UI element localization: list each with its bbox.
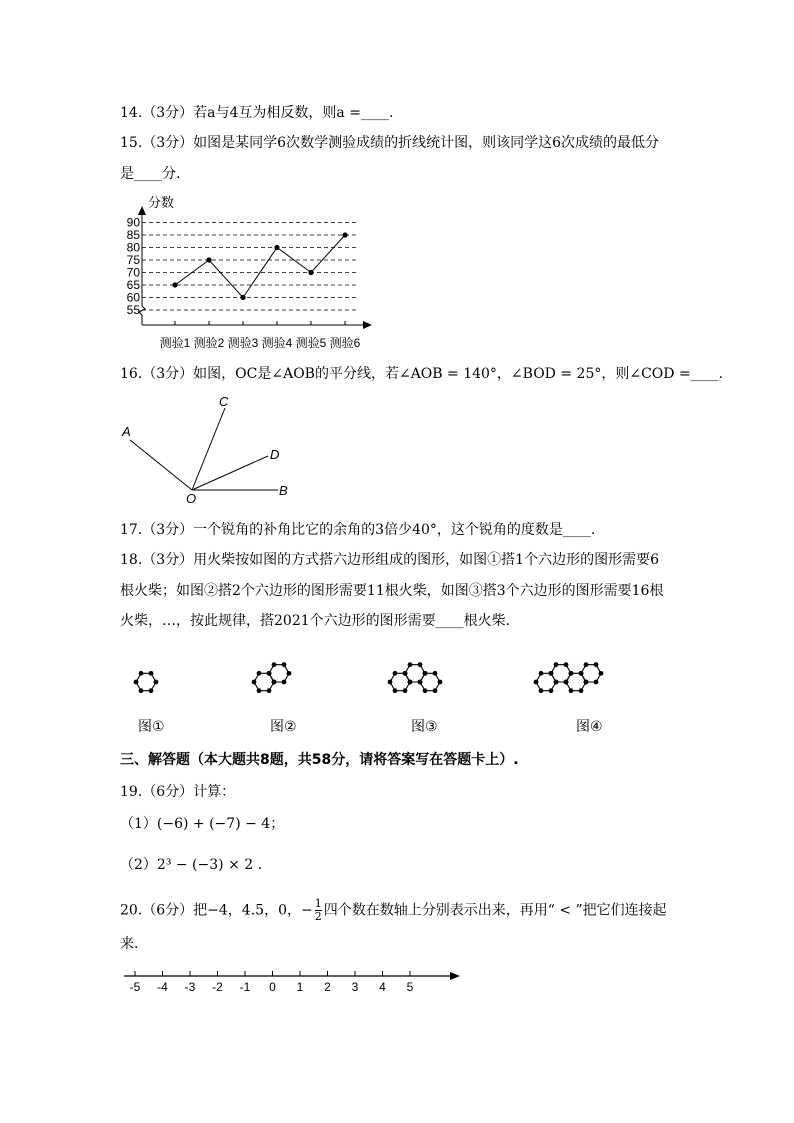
match-joint-fig4-2-3: [549, 671, 554, 676]
caption-fig2: 图②: [270, 719, 297, 735]
match-joint-fig4-2-2: [554, 680, 559, 685]
y-tick-label-60: 60: [126, 290, 140, 305]
score-series-line: [175, 235, 345, 298]
match-joint-fig2-2-4: [272, 662, 277, 667]
label-o: O: [186, 491, 197, 505]
y-axis-label: 分数: [148, 195, 175, 210]
question-20-line2: 来.: [120, 936, 139, 952]
score-point-5: [308, 270, 313, 275]
x-tick-label-6: 测验6: [329, 336, 361, 350]
question-14: 14.（3分）若a与4互为相反数，则a =____.: [120, 105, 394, 121]
y-tick-label-70: 70: [126, 265, 140, 280]
section-heading: 三、解答题（本大题共8题，共58分，请将答案写在答题卡上）.: [120, 752, 519, 768]
caption-fig4: 图④: [576, 719, 603, 735]
score-point-6: [342, 232, 347, 237]
hexagon-figures: [110, 640, 670, 710]
match-joint-fig1-1-0: [154, 680, 159, 685]
match-joint-fig4-3-3: [564, 680, 569, 685]
match-joint-fig3-2-5: [418, 662, 423, 667]
match-joint-fig2-1-2: [257, 688, 262, 693]
number-line-label-8: 3: [351, 980, 359, 994]
question-17: 17.（3分）一个锐角的补角比它的余角的3倍少40°，这个锐角的度数是____.: [120, 522, 596, 538]
match-joint-fig2-2-1: [282, 680, 287, 685]
match-joint-fig3-1-2: [393, 688, 398, 693]
match-joint-fig2-1-3: [252, 680, 257, 685]
match-joint-fig4-4-4: [584, 662, 589, 667]
match-joint-fig3-3-0: [438, 680, 443, 685]
label-a: A: [122, 424, 131, 439]
match-joint-fig2-1-1: [267, 688, 272, 693]
y-tick-label-55: 55: [126, 303, 140, 317]
match-joint-fig4-1-2: [539, 688, 544, 693]
score-point-2: [206, 257, 211, 262]
match-joint-fig1-1-2: [139, 688, 144, 693]
y-tick-label-75: 75: [126, 253, 140, 267]
question-18-line1: 18.（3分）用火柴按如图的方式搭六边形组成的图形，如图①搭1个六边形的图形需要6: [120, 552, 659, 568]
y-tick-label-90: 90: [126, 215, 140, 230]
number-line-arrow: [450, 972, 460, 980]
caption-fig1: 图①: [138, 719, 165, 735]
hexagon-fig1-1: [136, 673, 156, 690]
match-joint-fig4-4-2: [584, 680, 589, 685]
number-line-label-9: 4: [379, 980, 386, 994]
match-joint-fig3-2-4: [408, 662, 413, 667]
number-line-label-1: -4: [157, 980, 168, 994]
hexagon-fig4-4: [581, 665, 601, 682]
match-joint-fig1-1-5: [149, 671, 154, 676]
match-joint-fig2-1-4: [257, 671, 262, 676]
label-d: D: [270, 447, 280, 462]
match-joint-fig4-1-3: [534, 680, 539, 685]
match-joint-fig4-4-5: [594, 662, 599, 667]
match-joint-fig2-2-2: [272, 680, 277, 685]
hexagon-fig3-3: [420, 673, 440, 690]
match-joint-fig3-1-3: [388, 680, 393, 685]
number-line-label-2: -3: [184, 980, 196, 994]
question-19-part2: （2）2³ − (−3) × 2 .: [120, 857, 263, 873]
match-joint-fig4-3-4: [569, 671, 574, 676]
match-joint-fig3-3-1: [433, 688, 438, 693]
match-joint-fig4-4-3: [579, 671, 584, 676]
question-16: 16.（3分）如图，OC是∠AOB的平分线，若∠AOB = 140°，∠BOD = 25°，则∠COD =____.: [120, 366, 724, 382]
question-19-title: 19.（6分）计算：: [120, 784, 236, 800]
match-joint-fig3-1-4: [393, 671, 398, 676]
x-tick-label-3: 测验3: [227, 336, 259, 350]
match-joint-fig3-3-2: [423, 688, 428, 693]
match-joint-fig3-3-4: [423, 671, 428, 676]
hexagon-fig2-2: [269, 665, 289, 682]
match-joint-fig2-2-0: [287, 671, 292, 676]
question-18-line3: 火柴，…，按此规律，搭2021个六边形的图形需要____根火柴.: [120, 613, 511, 629]
x-tick-label-1: 测验1: [159, 336, 191, 350]
y-axis-arrow: [138, 206, 146, 215]
match-joint-fig4-4-0: [599, 671, 604, 676]
match-joint-fig4-1-4: [539, 671, 544, 676]
x-tick-label-4: 测验4: [261, 336, 293, 350]
match-joint-fig4-2-5: [564, 662, 569, 667]
number-line: [120, 965, 465, 995]
match-joint-fig4-3-1: [579, 688, 584, 693]
label-c: C: [219, 394, 229, 409]
number-line-label-0: -5: [129, 980, 141, 994]
question-18-line2: 根火柴；如图②搭2个六边形的图形需要11根火柴，如图③搭3个六边形的图形需要16根: [120, 583, 664, 599]
score-point-3: [240, 295, 245, 300]
number-line-label-4: -1: [239, 980, 251, 994]
angle-figure: [120, 390, 300, 505]
match-joint-fig4-4-1: [594, 680, 599, 685]
match-joint-fig4-3-2: [569, 688, 574, 693]
caption-fig3: 图③: [411, 719, 438, 735]
number-line-label-5: 0: [269, 980, 276, 994]
match-joint-fig3-2-3: [403, 671, 408, 676]
question-20-line1: 20.（6分）把−4，4.5，0，− $\frac{1}{2}$ 四个数在数轴上分别表示出来，再用“ < ”把它们连接起: [120, 897, 667, 923]
question-15-line2: 是____分.: [120, 166, 181, 182]
match-joint-fig1-1-3: [134, 680, 139, 685]
x-tick-label-2: 测验2: [193, 336, 225, 350]
fraction-one-half: $\frac{1}{2}$: [314, 897, 322, 923]
match-joint-fig2-2-3: [267, 671, 272, 676]
score-line-chart: [120, 192, 380, 352]
match-joint-fig3-1-1: [403, 688, 408, 693]
number-line-label-7: 2: [324, 980, 331, 994]
match-joint-fig3-3-3: [418, 680, 423, 685]
x-axis-arrow: [363, 321, 372, 329]
match-joint-fig1-1-1: [149, 688, 154, 693]
label-b: B: [279, 483, 288, 498]
score-point-4: [274, 245, 279, 250]
match-joint-fig1-1-4: [139, 671, 144, 676]
score-point-1: [172, 282, 177, 287]
match-joint-fig4-2-4: [554, 662, 559, 667]
y-tick-label-80: 80: [126, 240, 140, 255]
question-19-part1: （1）(−6) + (−7) − 4；: [120, 816, 285, 832]
match-joint-fig3-3-5: [433, 671, 438, 676]
y-tick-label-65: 65: [126, 278, 140, 292]
number-line-label-10: 5: [406, 980, 414, 994]
y-tick-label-85: 85: [126, 228, 140, 242]
match-joint-fig4-1-1: [549, 688, 554, 693]
number-line-label-3: -2: [212, 980, 223, 994]
match-joint-fig3-2-2: [408, 680, 413, 685]
question-15-line1: 15.（3分）如图是某同学6次数学测验成绩的折线统计图，则该同学这6次成绩的最低分: [120, 135, 659, 151]
number-line-label-6: 1: [296, 980, 304, 994]
x-tick-label-5: 测验5: [295, 336, 327, 350]
ray-oa: [130, 440, 192, 490]
match-joint-fig2-2-5: [282, 662, 287, 667]
